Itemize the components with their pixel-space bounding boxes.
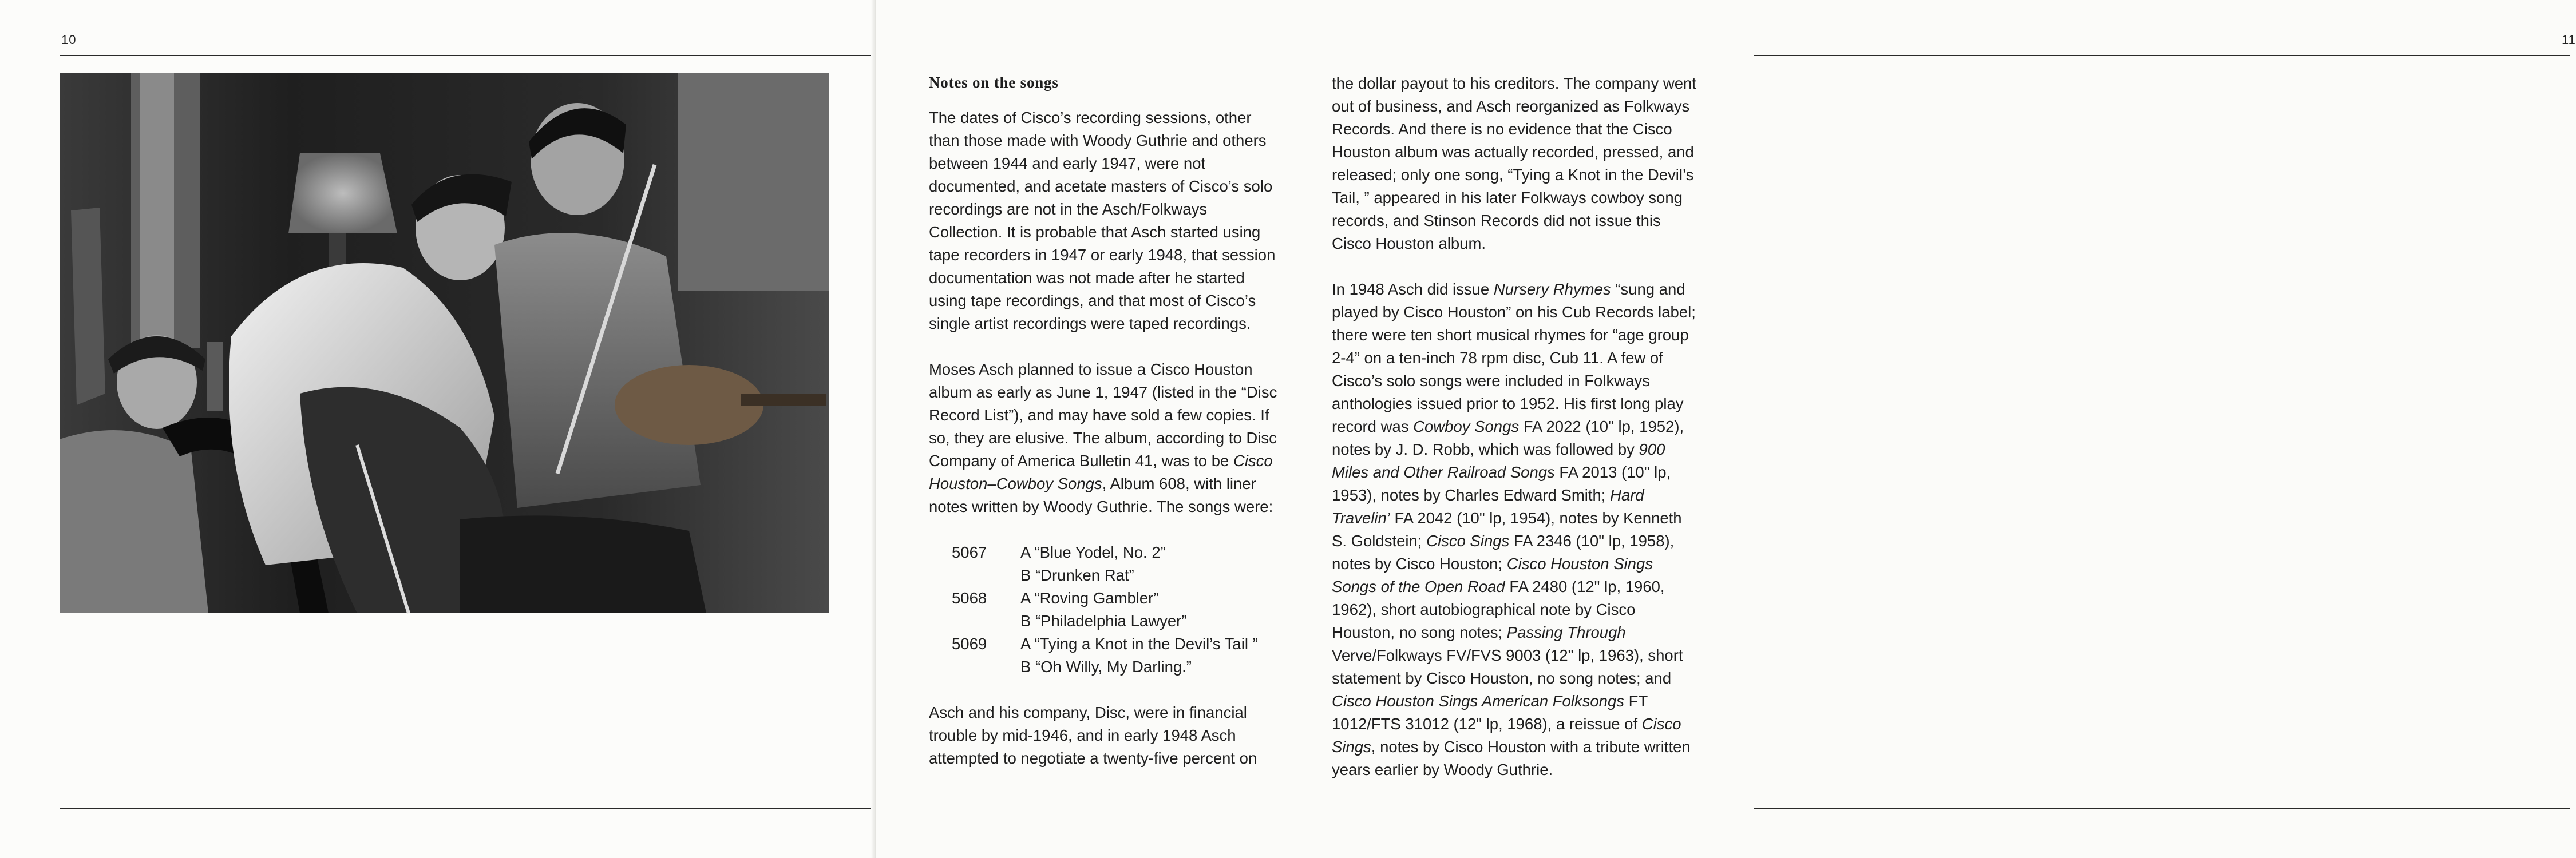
album-title: Passing Through <box>1506 623 1626 641</box>
paragraph-text: , notes by Cisco Houston with a tribute written years earlier by Woody Guthrie. <box>1332 738 1691 778</box>
song-row <box>929 587 1284 610</box>
album-title: 900 Miles and Other Railroad Songs <box>1332 440 1665 481</box>
paragraph-text: FA 2022 (10" lp, 1952), notes by J. D. Robb, which was followed by <box>1332 418 1684 458</box>
photograph-illustration <box>60 73 829 613</box>
song-list <box>929 541 1284 678</box>
page-number-right: 11 <box>2562 33 2576 47</box>
top-rule-right <box>1754 55 2570 56</box>
song-number: 5069 <box>952 635 987 653</box>
text-column-2 <box>1332 72 1698 781</box>
song-title: A “Roving Gambler” <box>1020 589 1159 607</box>
album-title: Cisco Sings <box>1332 715 1681 756</box>
song-number: 5068 <box>952 589 987 607</box>
top-rule-left <box>60 55 872 56</box>
bottom-rule-left <box>60 808 872 809</box>
song-number <box>929 656 1020 678</box>
paragraph-recording-dates: The dates of Cisco’s recording sessions, other than those made with Woody Guthrie and others between 1944 and early 1947, were not documented, and acetate masters of Cisco’s solo recordings are not in the Asch/Folkways Collection. It is probable that Asch started using tape recorders in 1947 or early 1948, that session documentation was not made after he started using tape recordings, and that most of Cisco’s single artist recordings were taped recordings. <box>929 109 1276 332</box>
left-page <box>0 0 876 858</box>
song-number: 5067 <box>952 543 987 561</box>
paragraph-album-plan <box>929 358 1284 518</box>
text-column-1 <box>929 72 1284 770</box>
paragraph-album-plan-a: Moses Asch planned to issue a Cisco Houston album as early as June 1, 1947 (listed in the “Disc Record List”), and may have sold a few copies. If so, they are elusive. The album, according to Disc Company of America Bulletin 41, was to be <box>929 360 1277 470</box>
paragraph-album-plan-b: , Album 608, with liner notes written by Woody Guthrie. The songs were: <box>929 475 1273 515</box>
song-title: A “Tying a Knot in the Devil’s Tail ” <box>1020 635 1258 653</box>
paragraph-text: FA 2480 (12" lp, 1960, 1962), short autobiographical note by Cisco Houston, no song notes; <box>1332 578 1665 641</box>
section-heading: Notes on the songs <box>929 74 1059 91</box>
album-title: Nursery Rhymes <box>1493 280 1611 298</box>
song-row <box>929 610 1284 633</box>
paragraph-financial-trouble: Asch and his company, Disc, were in financial trouble by mid-1946, and in early 1948 Asch attempted to negotiate a twenty-five percent on <box>929 704 1257 767</box>
paragraph-text: FA 2042 (10" lp, 1954), notes by Kenneth S. Goldstein; <box>1332 509 1682 550</box>
song-number <box>929 564 1020 587</box>
page-number-left: 10 <box>61 33 77 47</box>
paragraph-text: “sung and played by Cisco Houston” on his Cub Records label; there were ten short musical rhymes for “age group 2-4” on a ten-inch 78 rpm disc, Cub 11. A few of Cisco’s solo songs were included in Folkways anthologies issued prior to 1952. His first long play record was <box>1332 280 1696 435</box>
photograph <box>60 73 829 613</box>
paragraph-text: FA 2346 (10" lp, 1958), notes by Cisco Houston; <box>1332 532 1675 573</box>
song-title: B “Philadelphia Lawyer” <box>1020 612 1187 630</box>
song-row <box>929 541 1284 564</box>
paragraph-discography <box>1332 278 1698 781</box>
song-title: B “Drunken Rat” <box>1020 566 1134 584</box>
song-row <box>929 633 1284 656</box>
album-title: Cisco Houston–Cowboy Songs <box>929 452 1273 492</box>
album-title: Cisco Houston Sings Songs of the Open Road <box>1332 555 1653 595</box>
paragraph-text: FA 2013 (10" lp, 1953), notes by Charles Edward Smith; <box>1332 463 1671 504</box>
album-title: Cisco Houston Sings American Folksongs <box>1332 692 1625 710</box>
song-number <box>929 610 1020 633</box>
album-title: Cowboy Songs <box>1413 418 1520 435</box>
song-title: B “Oh Willy, My Darling.” <box>1020 658 1192 676</box>
paragraph-text: Verve/Folkways FV/FVS 9003 (12" lp, 1963), short statement by Cisco Houston, no song notes; and <box>1332 646 1683 687</box>
paragraph-text: In 1948 Asch did issue <box>1332 280 1494 298</box>
song-row <box>929 564 1284 587</box>
album-title: Hard Travelin’ <box>1332 486 1644 527</box>
bottom-rule-right <box>1754 808 2570 809</box>
paragraph-text: FT 1012/FTS 31012 (12" lp, 1968), a reissue of <box>1332 692 1648 733</box>
song-row <box>929 656 1284 678</box>
paragraph-folkways-reorganization: the dollar payout to his creditors. The company went out of business, and Asch reorganized as Folkways Records. And there is no evidence that the Cisco Houston album was actually recorded, pressed, and released; only one song, “Tying a Knot in the Devil’s Tail, ” appeared in his later Folkways cowboy song records, and Stinson Records did not issue this Cisco Houston album. <box>1332 74 1696 252</box>
album-title: Cisco Sings <box>1426 532 1510 550</box>
song-title: A “Blue Yodel, No. 2” <box>1020 543 1166 561</box>
